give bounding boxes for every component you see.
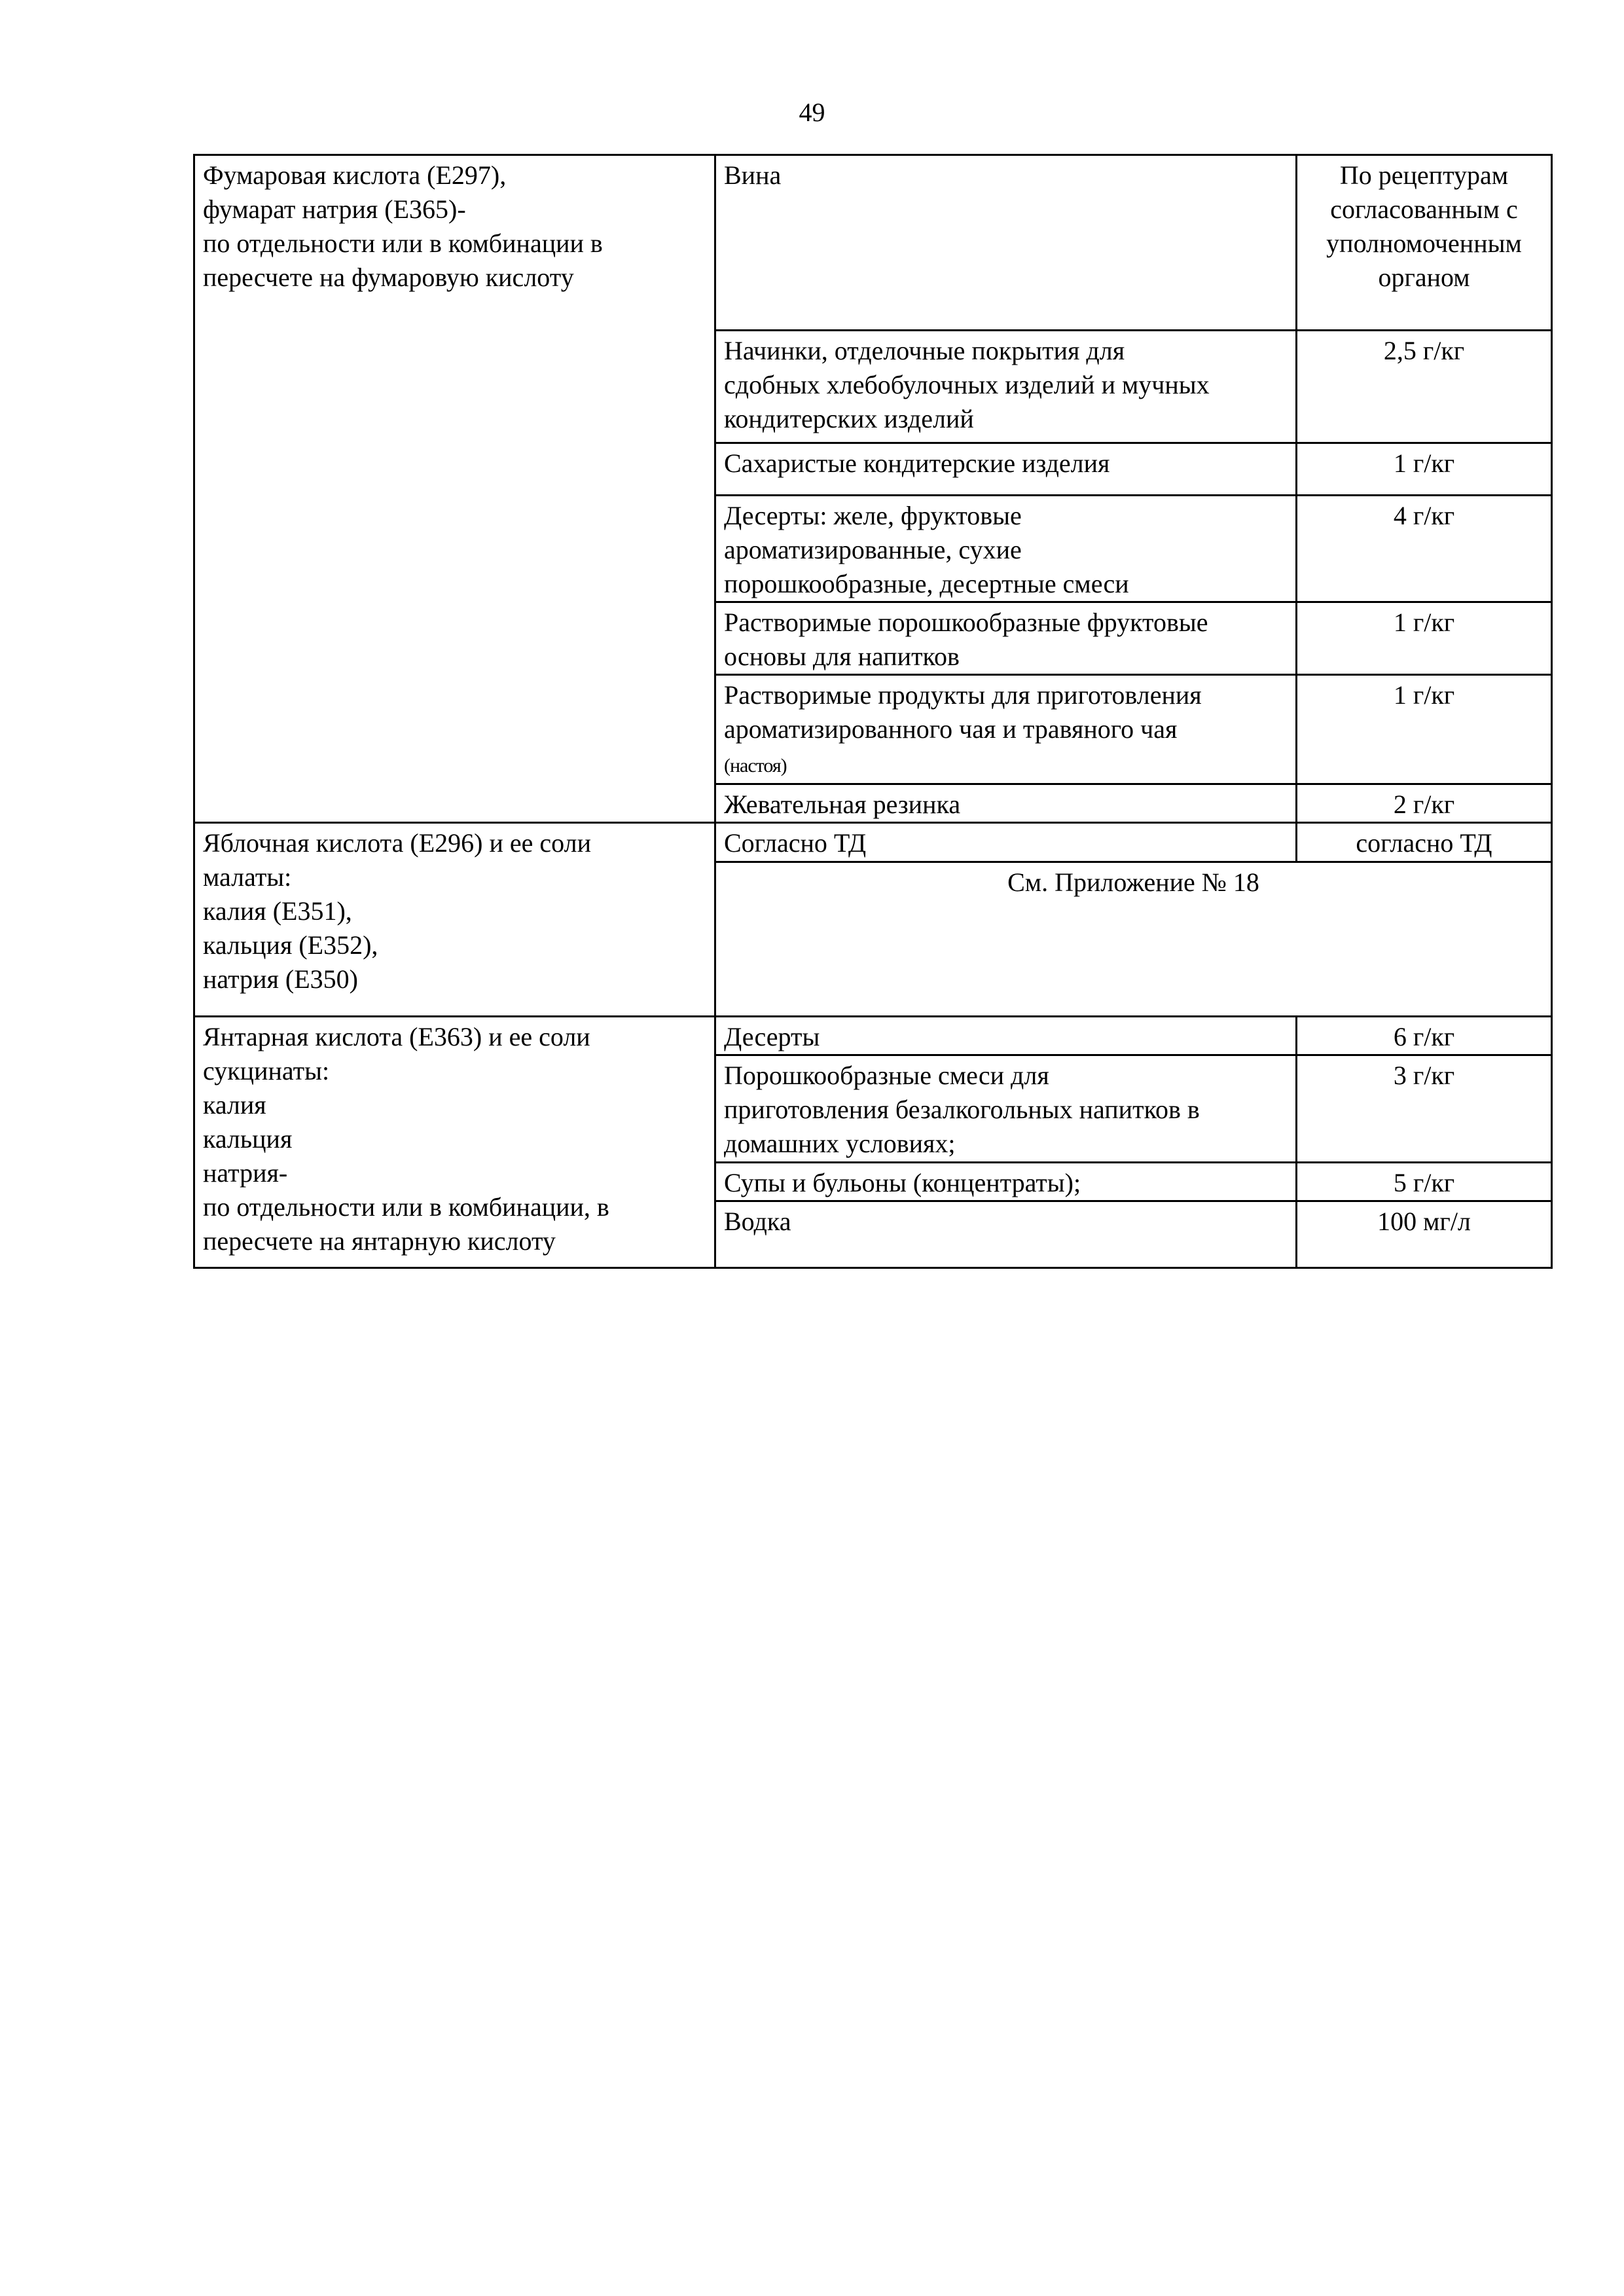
product-cell: Десерты: желе, фруктовые ароматизированные, сухие порошкообразные, десертные смеси: [715, 496, 1297, 602]
page-number: 49: [799, 98, 825, 127]
level-cell: 3 г/кг: [1297, 1055, 1552, 1163]
table-row: [194, 823, 1552, 862]
level-cell: 2,5 г/кг: [1297, 331, 1552, 443]
product-text: Растворимые продукты для приготовления ароматизированного чая и травяного чая: [724, 680, 1202, 744]
substance-cell: Янтарная кислота (E363) и ее соли сукцинаты: калия кальция натрия- по отдельности или в комбинации, в пересчете на янтарную кислоту: [194, 1017, 715, 1268]
table-row: [194, 1017, 1552, 1055]
level-cell: 1 г/кг: [1297, 675, 1552, 784]
product-cell: Согласно ТД: [715, 823, 1297, 862]
product-cell: Порошкообразные смеси для приготовления безалкогольных напитков в домашних условиях;: [715, 1055, 1297, 1163]
level-cell: 4 г/кг: [1297, 496, 1552, 602]
substance-cell: Яблочная кислота (E296) и ее соли малаты: калия (E351), кальция (E352), натрия (E350): [194, 823, 715, 1017]
level-cell: согласно ТД: [1297, 823, 1552, 862]
product-cell: Начинки, отделочные покрытия для сдобных хлебобулочных изделий и мучных кондитерских изделий: [715, 331, 1297, 443]
additives-table: [193, 154, 1553, 1269]
product-cell: Растворимые порошкообразные фруктовые основы для напитков: [715, 602, 1297, 675]
table-row: [194, 155, 1552, 331]
level-cell: 2 г/кг: [1297, 784, 1552, 823]
product-note: (настоя): [724, 755, 787, 776]
substance-cell: Фумаровая кислота (E297), фумарат натрия (E365)- по отдельности или в комбинации в пересчете на фумаровую кислоту: [194, 155, 715, 823]
level-cell: 6 г/кг: [1297, 1017, 1552, 1055]
level-cell: 1 г/кг: [1297, 443, 1552, 496]
product-cell: Супы и бульоны (концентраты);: [715, 1163, 1297, 1201]
product-cell: Водка: [715, 1201, 1297, 1268]
appendix-note-cell: См. Приложение № 18: [715, 862, 1552, 1017]
level-cell: 1 г/кг: [1297, 602, 1552, 675]
level-cell: 100 мг/л: [1297, 1201, 1552, 1268]
product-cell: Сахаристые кондитерские изделия: [715, 443, 1297, 496]
product-cell: Вина: [715, 155, 1297, 331]
level-cell: 5 г/кг: [1297, 1163, 1552, 1201]
product-cell: Десерты: [715, 1017, 1297, 1055]
product-cell: [715, 675, 1297, 784]
level-cell: По рецептурам согласованным с уполномоченным органом: [1297, 155, 1552, 331]
product-cell: Жевательная резинка: [715, 784, 1297, 823]
